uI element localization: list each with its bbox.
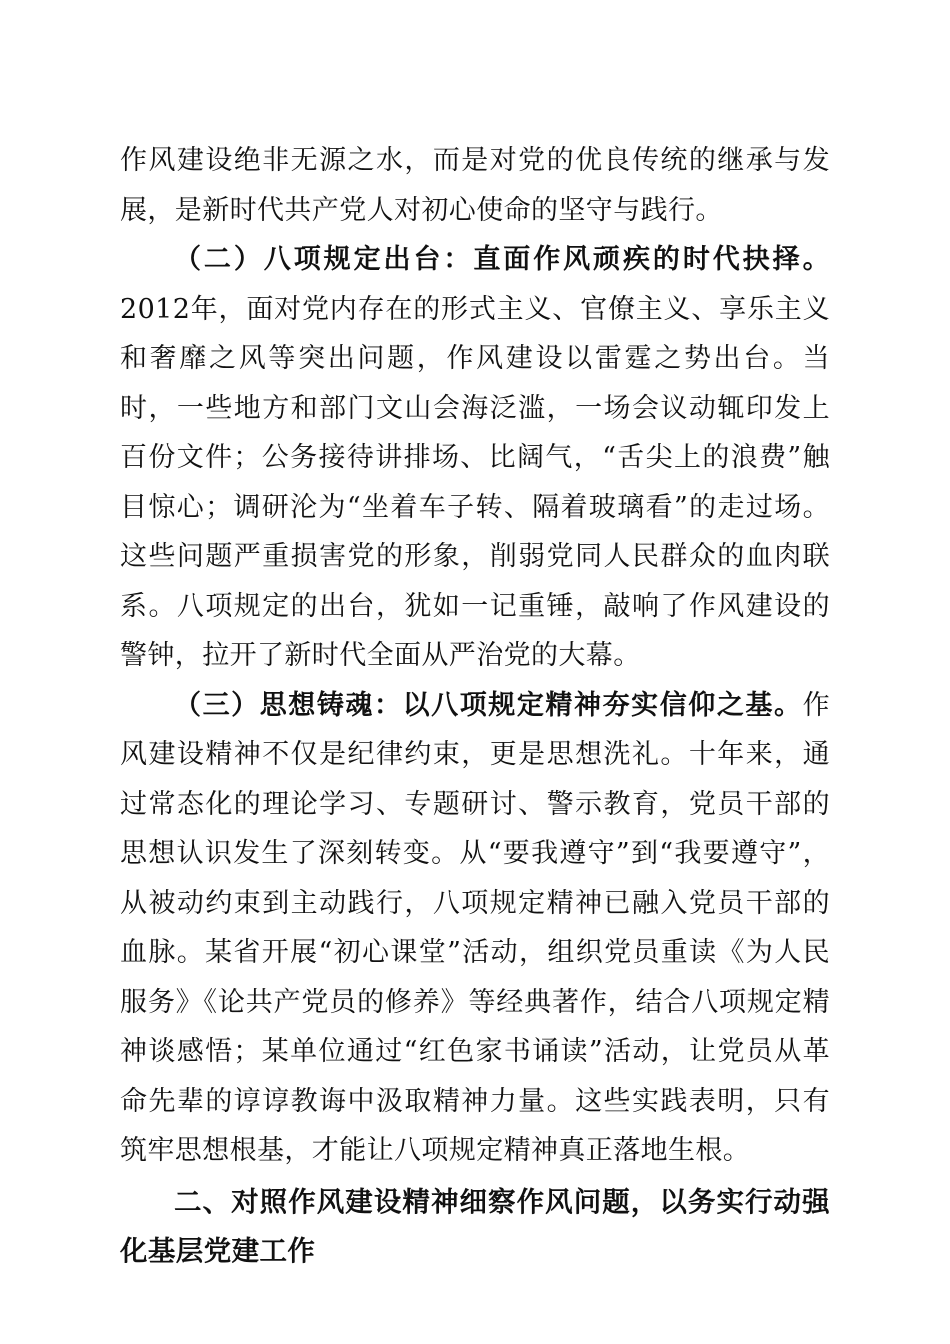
paragraph-text: 作风建设精神不仅是纪律约束，更是思想洗礼。十年来，通过常态化的理论学习、专题研讨、警示教育，党员干部的思想认识发生了深刻转变。从“要我遵守”到“我要遵守”，从被动约束到主动践行，八项规定精神已融入党员干部的血脉。某省开展“初心课堂”活动，组织党员重读《为人民服务》《论共产党员的修养》等经典著作，结合八项规定精神谈感悟；某单位通过“红色家书诵读”活动，让党员从革命先辈的谆谆教诲中汲取精神力量。这些实践表明，只有筑牢思想根基，才能让八项规定精神真正落地生根。 bbox=[120, 689, 830, 1166]
paragraph-lead-heading: （三）思想铸魂：以八项规定精神夯实信仰之基。 bbox=[174, 689, 803, 721]
paragraph-lead-heading: （二）八项规定出台：直面作风顽疾的时代抉择。 bbox=[174, 244, 830, 275]
paragraph-eight-regulations-origin bbox=[120, 235, 830, 681]
paragraph-ideological-foundation bbox=[120, 681, 830, 1176]
document-page bbox=[120, 136, 830, 1277]
section-heading: 二、对照作风建设精神细察作风问题，以务实行动强化基层党建工作 bbox=[120, 1185, 830, 1267]
paragraph-intro-continuation bbox=[120, 136, 830, 235]
paragraph-text: 作风建设绝非无源之水，而是对党的优良传统的继承与发展，是新时代共产党人对初心使命的坚守与践行。 bbox=[120, 145, 830, 226]
paragraph-text: 2012年，面对党内存在的形式主义、官僚主义、享乐主义和奢靡之风等突出问题，作风建设以雷霆之势出台。当时，一些地方和部门文山会海泛滥，一场会议动辄印发上百份文件；公务接待讲排场、比阔气，“舌尖上的浪费”触目惊心；调研沦为“坐着车子转、隔着玻璃看”的走过场。这些问题严重损害党的形象，削弱党同人民群众的血肉联系。八项规定的出台，犹如一记重锤，敲响了作风建设的警钟，拉开了新时代全面从严治党的大幕。 bbox=[120, 293, 830, 671]
